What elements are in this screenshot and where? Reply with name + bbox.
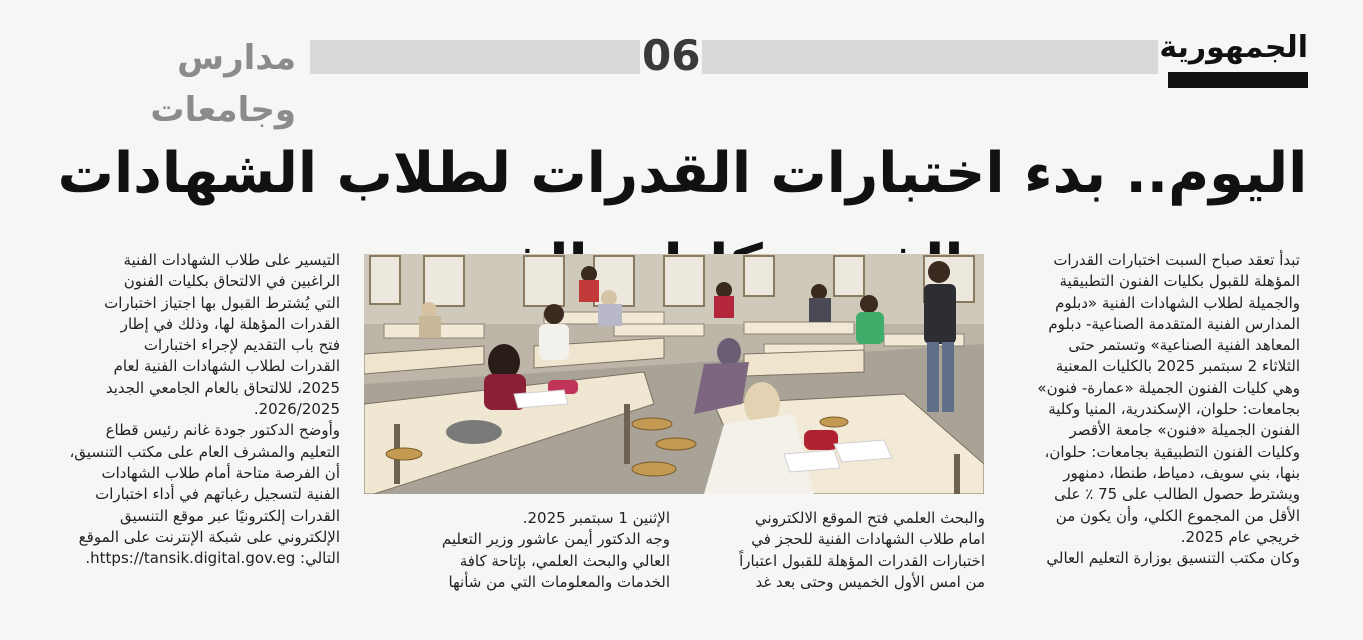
page-number: 06	[642, 31, 701, 80]
logo-strip	[1168, 72, 1308, 88]
article-column-middle-right: والبحث العلمي فتح الموقع الالكتروني امام طلاب الشهادات الفنية للحجز في اختبارات القدرات المؤهلة للقبول اعتباراً من امس الأول الخميس وحتى بعد غد	[739, 509, 985, 591]
header-rule-left	[310, 40, 640, 74]
exam-hall-photo	[364, 254, 984, 494]
newspaper-logo	[1159, 26, 1308, 92]
newspaper-name: الجمهورية	[1159, 30, 1308, 65]
exam-hall-photo-icon	[364, 254, 984, 494]
article-column-left: التيسير على طلاب الشهادات الفنية الراغبين في الالتحاق بكليات الفنون التي يُشترط القبول بها اجتياز اختبارات القدرات المؤهلة لها، وذلك في إطار فتح باب التقديم لإجراء اختبارات القدرات لطلاب الشهادات الفنية لعام 2025، للالتحاق بالعام الجامعي الجديد 2026/2025. وأوضح الدكتور جودة غانم رئيس قطاع التعليم والمشرف العام على مكتب التنسيق، أن الفرصة متاحة أمام طلاب الشهادات الفنية لتسجيل رغباتهم في أداء اختبارات القدرات إلكترونيًا عبر موقع التنسيق الإلكتروني على شبكة الإنترنت على الموقع التالي: https://tansik.digital.gov.eg.	[69, 251, 340, 568]
section-title: مدارس وجامعات	[150, 38, 296, 130]
article-column-middle-left: الإثنين 1 سبتمبر 2025. وجه الدكتور أيمن عاشور وزير التعليم العالي والبحث العلمي، بإتاحة كافة الخدمات والمعلومات التي من شأنها	[441, 509, 670, 591]
article-headline: اليوم.. بدء اختبارات القدرات لطلاب الشهادات	[57, 141, 1308, 206]
article-column-right: تبدأ تعقد صباح السبت اختبارات القدرات المؤهلة للقبول بكليات الفنون التطبيقية والجميلة لطلاب الشهادات الفنية «دبلوم المدارس الفنية المتقدمة الصناعية- دبلوم المعاهد الفنية الصناعية» وتستمر حتى الثلاثاء 2 سبتمبر 2025 بالكليات المعنية وهي كليات الفنون الجميلة «عمارة- فنون» بجامعات: حلوان، الإسكندرية، المنيا وكلية الفنون الجميلة «فنون» جامعة الأقصر وكليات الفنون التطبيقية بجامعات: حلوان، بنها، بني سويف، دمياط، طنطا، دمنهور ويشترط حصول الطالب على 75 ٪ على الأقل من المجموع الكلي، وأن يكون من خريجي عام 2025. وكان مكتب التنسيق بوزارة التعليم العالي	[1037, 251, 1300, 568]
header-rule-right	[702, 40, 1158, 74]
